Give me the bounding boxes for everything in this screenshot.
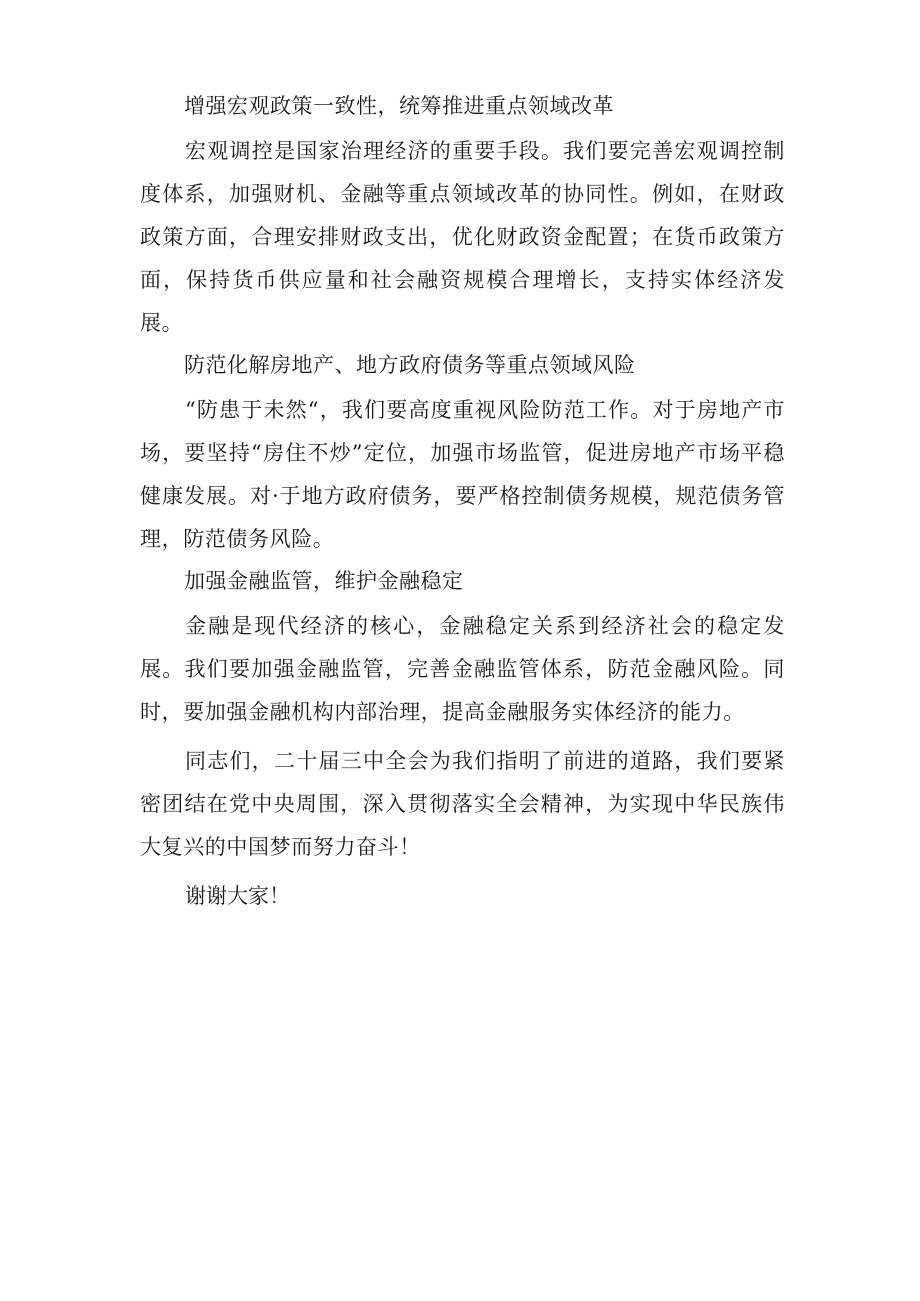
section-heading-reform: 增强宏观政策一致性，统筹推进重点领域改革 [184, 94, 614, 118]
section-heading-risk: 防范化解房地产、地方政府债务等重点领域风险 [184, 353, 636, 377]
closing-remark: 谢谢大家！ [185, 884, 290, 908]
document-body [140, 92, 785, 918]
paragraph-risk-prevention: “防患于未然“，我们要高度重视风险防范工作。对于房地产市场，要坚持“房住不炒”定位，加强市场监管，促进房地产市场平稳健康发展。对·于地方政府债务，要严格控制债务规模，规范债务管理，防范债务风险。 [140, 398, 785, 551]
paragraph-call-to-action: 同志们，二十届三中全会为我们指明了前进的道路，我们要紧密团结在党中央周围，深入贯彻落实全会精神，为实现中华民族伟大复兴的中国梦而努力奋斗！ [140, 749, 785, 859]
paragraph-financial-supervision: 金融是现代经济的核心，金融稳定关系到经济社会的稳定发展。我们要加强金融监管，完善金融监管体系，防范金融风险。同时，要加强金融机构内部治理，提高金融服务实体经济的能力。 [140, 614, 785, 724]
paragraph-macro-control: 宏观调控是国家治理经济的重要手段。我们要完善宏观调控制度体系，加强财机、金融等重点领域改革的协同性。例如，在财政政策方面，合理安排财政支出，优化财政资金配置；在货币政策方面，保持货币供应量和社会融资规模合理增长，支持实体经济发展。 [140, 139, 785, 335]
section-heading-finance: 加强金融监管，维护金融稳定 [184, 569, 464, 593]
